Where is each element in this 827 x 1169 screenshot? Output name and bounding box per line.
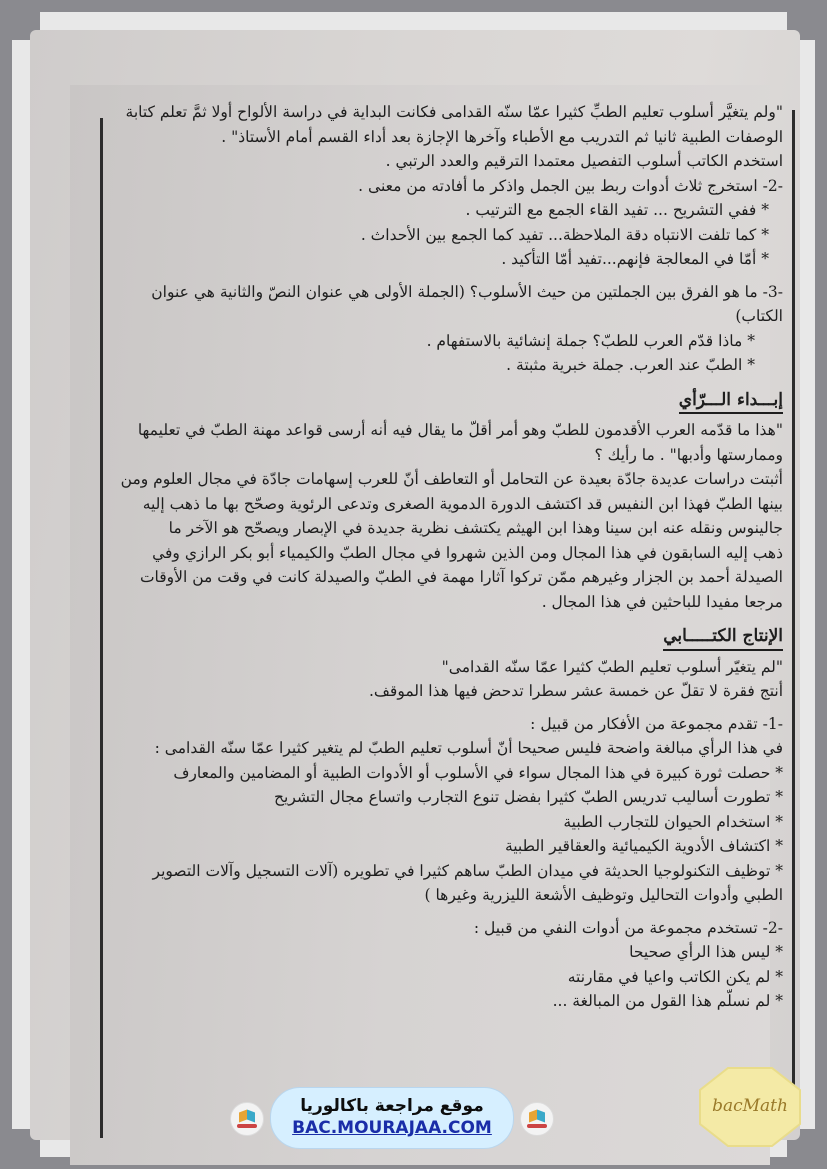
quote-intro: "ولم يتغيَّر أسلوب تعليم الطبِّ كثيرا عمّا سنّه القدامى فكانت البداية في دراسة الألواح أولا ثمَّ تعلم كتابة — [125, 103, 783, 121]
banner-url-link[interactable]: BAC.MOURAJAA.COM — [292, 1118, 492, 1138]
site-logo-icon — [230, 1102, 264, 1136]
opinion-line: بينها الطبّ فهذا ابن النفيس قد اكتشف الدورة الدموية الصغرى وتدعى الرئوية وصحّح بها ما ذهب إليه — [142, 494, 783, 513]
writing-task: أنتج فقرة لا تقلّ عن خمسة عشر سطرا تدحض فيها هذا الموقف. — [368, 682, 783, 700]
writing-idea: * حصلت ثورة كبيرة في هذا المجال سواء في الأسلوب أو الأدوات الطبية أو المضامين والمعارف — [173, 763, 783, 782]
question-3: -3- ما هو الفرق بين الجملتين من حيث الأسلوب؟ (الجملة الأولى هي عنوان النصّ والثانية هي عنوان — [151, 282, 783, 301]
writing-idea: * استخدام الحيوان للتجارب الطبية — [563, 812, 783, 831]
writing-idea: * توظيف التكنولوجيا الحديثة في ميدان الطبّ ساهم كثيرا في تطويره (آلات التسجيل وآلات التصوير — [152, 861, 783, 880]
answer-3a: * ماذا قدّم العرب للطبّ؟ جملة إنشائية بالاستفهام . — [426, 331, 755, 350]
writing-quote: "لم يتغيّر أسلوب تعليم الطبّ كثيرا عمّا سنّه القدامى" — [441, 657, 783, 676]
writing-idea: * تطورت أساليب تدريس الطبّ كثيرا بفضل تنوع التجارب واتساع مجال التشريح — [274, 788, 783, 806]
site-logo-icon — [520, 1102, 554, 1136]
writing-step-1: -1- تقدم مجموعة من الأفكار من قبيل : — [530, 714, 783, 733]
document-body — [108, 100, 783, 1014]
writing-step-1-intro: في هذا الرأي مبالغة واضحة فليس صحيحا أنّ أسلوب تعليم الطبّ لم يتغير كثيرا عمّا سنّه القدامى : — [154, 739, 783, 757]
opinion-quote-2: وممارستها وأدبها" . ما رأيك ؟ — [594, 445, 783, 464]
negation-example: * لم نسلّم هذا القول من المبالغة ... — [552, 992, 783, 1010]
question-2: -2- استخرج ثلاث أدوات ربط بين الجمل واذكر ما أفادته من معنى . — [358, 176, 783, 195]
opinion-line: أثبتت دراسات عديدة جادّة بعيدة عن التحامل أو التعاطف أنّ للعرب إسهامات جادّة في مجال العلوم ومن — [120, 470, 783, 488]
writing-step-2: -2- تستخدم مجموعة من أدوات النفي من قبيل : — [473, 918, 783, 937]
page-border-left — [100, 118, 103, 1138]
opinion-heading: إبـــداء الـــرّأي — [679, 388, 783, 415]
answer-2a: * ففي التشريح ... تفيد القاء الجمع مع الترتيب . — [465, 201, 769, 219]
opinion-line: جالينوس ونقله عنه ابن سينا وهذا ابن الهيثم يكتشف نظرية جديدة في الإبصار ويصحّح هو الآخر ما — [168, 519, 783, 537]
style-answer: استخدم الكاتب أسلوب التفصيل معتمدا الترقيم والعدد الرتبي . — [385, 152, 783, 170]
writing-heading: الإنتاج الكتـــــابي — [663, 624, 783, 651]
opinion-line: ذهب إليه السابقون في هذا المجال ومن الذين شهروا في مجال الطبّ والكيمياء أبو بكر الرازي وفي — [152, 543, 783, 562]
negation-example: * ليس هذا الرأي صحيحا — [629, 943, 783, 961]
page-border-right — [792, 110, 795, 1110]
writing-idea-cont: الطبي وأدوات التحاليل وتوظيف الأشعة الليزرية وغيرها ) — [424, 886, 783, 904]
writing-idea: * اكتشاف الأدوية الكيميائية والعقاقير الطبية — [504, 837, 783, 855]
opinion-line: مرجعا مفيدا للباحثين في هذا المجال . — [541, 592, 783, 611]
quote-intro-2: الوصفات الطبية ثانيا ثم التدريب مع الأطباء وآخرها الإجازة بعد أداء القسم أمام الأستاذ" . — [221, 127, 783, 146]
site-banner[interactable] — [270, 1087, 514, 1149]
opinion-quote: "هذا ما قدّمه العرب الأقدمون للطبّ وهو أمر أقلّ ما يقال فيه أنه أرسى قواعد مهنة الطبّ في تعليمها — [137, 421, 783, 439]
watermark-text: bacMath — [712, 1096, 788, 1116]
answer-3b: * الطبّ عند العرب. جملة خبرية مثبتة . — [506, 356, 755, 374]
answer-2b: * كما تلفت الانتباه دقة الملاحظة... تفيد كما الجمع بين الأحداث . — [360, 225, 769, 244]
opinion-line: الصيدلة أحمد بن الجزار وغيرهم ممّن تركوا آثارا مهمة في الطبّ والصيدلة كانت في وقت من الأوقات — [139, 568, 783, 586]
negation-example: * لم يكن الكاتب واعيا في مقارنته — [567, 967, 783, 986]
banner-arabic-title: موقع مراجعة باكالوريا — [300, 1096, 484, 1116]
answer-2c: * أمّا في المعالجة فإنهم...تفيد أمّا التأكيد . — [501, 250, 769, 268]
question-3-cont: الكتاب) — [735, 307, 783, 325]
